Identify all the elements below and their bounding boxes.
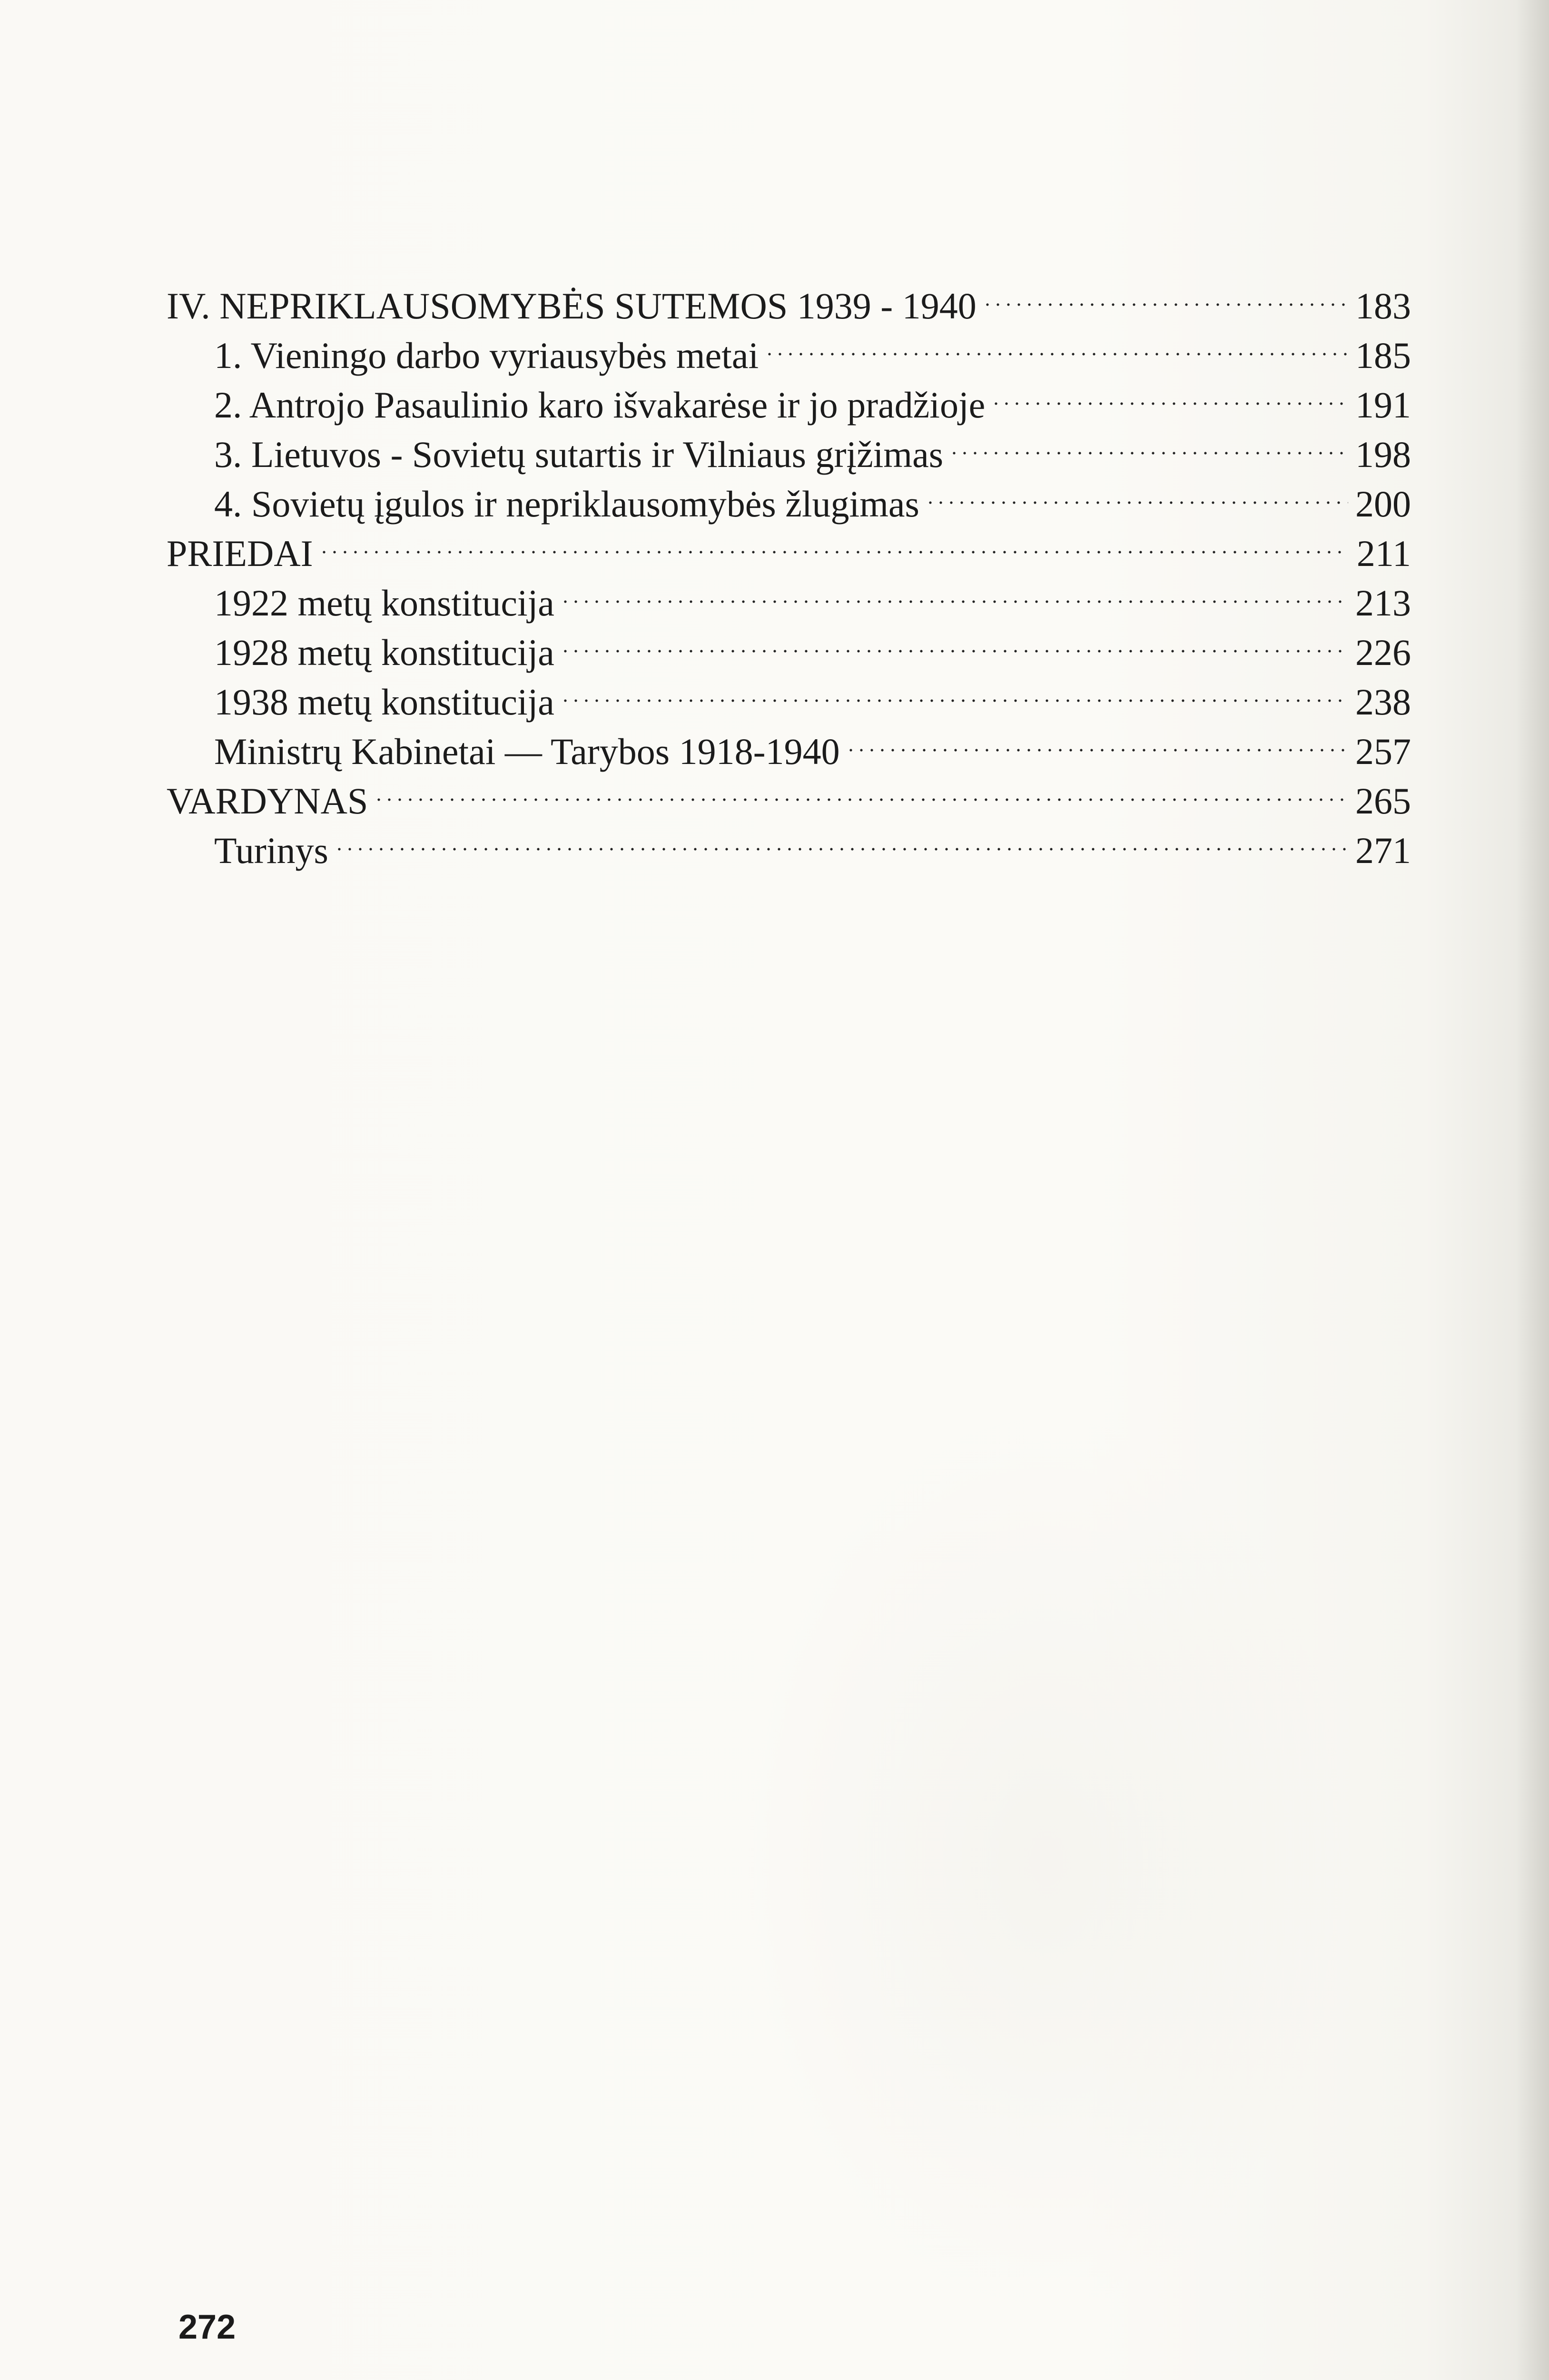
toc-entry-page: 265 (1355, 780, 1411, 822)
toc-entry-title: Ministrų Kabinetai — Tarybos 1918-1940 (214, 731, 840, 772)
toc-entry-page: 185 (1355, 335, 1411, 376)
toc-dot-leader (764, 318, 1348, 368)
toc-entry-page: 211 (1356, 533, 1411, 574)
toc-dot-leader (334, 813, 1348, 863)
toc-entry-page: 213 (1355, 582, 1411, 624)
toc-entry-title: Turinys (214, 830, 328, 871)
toc-dot-leader (560, 615, 1348, 665)
toc-dot-leader (949, 417, 1348, 467)
toc-entry (167, 516, 1411, 574)
toc-entry-page: 191 (1355, 384, 1411, 426)
toc-entry-title: IV. NEPRIKLAUSOMYBĖS SUTEMOS 1939 - 1940 (167, 285, 977, 327)
toc-dot-leader (991, 368, 1348, 417)
toc-entry-title: 1928 metų konstitucija (214, 632, 554, 673)
toc-entry (167, 269, 1411, 327)
show-through-bleed (742, 1409, 1352, 2313)
toc-dot-leader (319, 516, 1348, 566)
toc-entry-page: 200 (1355, 483, 1411, 525)
toc-entry-page: 257 (1355, 731, 1411, 772)
toc-entry-title: PRIEDAI (167, 533, 313, 574)
toc-entry-title: 1922 metų konstitucija (214, 582, 554, 624)
toc-dot-leader (374, 764, 1348, 813)
toc-entry-title: 4. Sovietų įgulos ir nepriklausomybės žlugimas (214, 483, 919, 525)
toc-entry-title: VARDYNAS (167, 780, 368, 822)
table-of-contents (167, 269, 1411, 871)
toc-dot-leader (982, 269, 1348, 318)
toc-dot-leader (560, 665, 1348, 714)
toc-entry-page: 271 (1355, 830, 1411, 871)
toc-dot-leader (925, 467, 1348, 516)
toc-entry-title: 2. Antrojo Pasaulinio karo išvakarėse ir jo pradžioje (214, 384, 986, 426)
toc-entry-title: 3. Lietuvos - Sovietų sutartis ir Vilniaus grįžimas (214, 434, 944, 475)
toc-entry (167, 813, 1411, 871)
toc-entry (167, 566, 1411, 624)
toc-entry-page: 238 (1355, 681, 1411, 723)
toc-entry-title: 1938 metų konstitucija (214, 681, 554, 723)
toc-entry-page: 226 (1355, 632, 1411, 673)
toc-entry-page: 183 (1355, 285, 1411, 327)
toc-dot-leader (560, 566, 1348, 615)
toc-entry-title: 1. Vieningo darbo vyriausybės metai (214, 335, 759, 376)
toc-dot-leader (846, 714, 1348, 764)
page-number: 272 (178, 2308, 236, 2346)
page-gutter-shadow (1516, 0, 1549, 2380)
toc-entry-page: 198 (1355, 434, 1411, 475)
